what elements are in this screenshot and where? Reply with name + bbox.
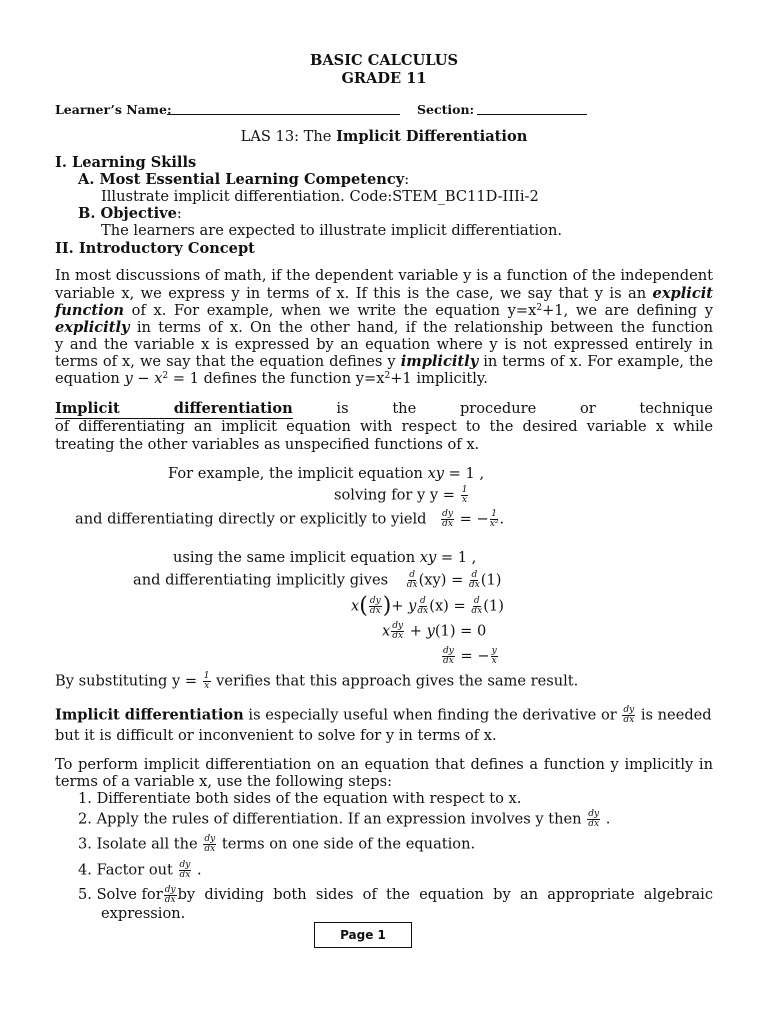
para2-word-is: is xyxy=(336,400,349,417)
frac-num: 1 xyxy=(491,509,497,519)
example-line6: x( $\frac{dy}{dx}$ )+ y $\frac{d}{dx}$ (x) = $\frac{d}{dx}$ (1) xyxy=(351,593,504,619)
frac-den: dx xyxy=(443,656,454,666)
example-line7 xyxy=(382,622,486,641)
las-title-prefix: LAS 13: The xyxy=(240,128,337,145)
example-eq-zero: (1) = 0 xyxy=(434,622,487,640)
page-number: Page 1 xyxy=(340,928,386,942)
para2-line1 xyxy=(55,400,713,419)
para1-line3 xyxy=(55,302,713,320)
competency-colon: : xyxy=(404,171,410,188)
frac-num: dy xyxy=(588,809,600,819)
step-1: 1. Differentiate both sides of the equation with respect to x. xyxy=(78,790,522,807)
para1-line7 xyxy=(55,370,488,388)
example-xy: xy xyxy=(427,465,445,482)
frac-den: x xyxy=(204,681,210,691)
para1-line7-mid: defines the function y=x xyxy=(198,370,385,387)
section-label: Section: xyxy=(417,102,475,117)
step-2-text: 2. Apply the rules of differentiation. If an expression involves y then xyxy=(78,810,582,828)
objective-heading xyxy=(78,205,182,223)
competency-label: A. Most Essential Learning Competency xyxy=(78,171,405,188)
competency-heading xyxy=(78,171,409,189)
example-line1-text: For example, the implicit equation xyxy=(168,465,428,482)
example-xy2: xy xyxy=(419,549,437,566)
para1-sup1: 2 xyxy=(536,303,543,313)
frac-den: dx xyxy=(406,580,418,590)
frac-den: dx xyxy=(179,870,191,880)
para1-line7-end: +1 implicitly. xyxy=(390,370,488,387)
frac-num: dy xyxy=(369,596,381,606)
step-2-end: . xyxy=(601,810,611,828)
para2-word-procedure: procedure xyxy=(459,400,537,417)
objective-text: The learners are expected to illustrate implicit differentiation. xyxy=(101,222,562,239)
example-implicit-text: and differentiating implicitly gives xyxy=(133,571,389,589)
para2-word-or: or xyxy=(579,400,596,417)
fraction-dy-dx xyxy=(441,510,454,529)
frac-num: 1 xyxy=(203,671,210,681)
fraction-dy-dx xyxy=(622,706,635,725)
frac-den: x xyxy=(491,656,497,666)
example-line2 xyxy=(334,486,469,505)
example-line8 xyxy=(441,647,499,666)
para1-line4 xyxy=(55,319,713,337)
example-eq-minus: = − xyxy=(455,510,489,528)
para3-end: is needed xyxy=(636,706,712,724)
fraction-d-dx xyxy=(417,597,428,616)
verify-text: By substituting y = xyxy=(55,672,202,690)
fraction-dy-dx xyxy=(369,597,382,616)
objective-label: B. Objective xyxy=(78,205,177,222)
para2-word-implicit: Implicit xyxy=(55,400,174,419)
frac-num: dy xyxy=(442,509,454,519)
step-4 xyxy=(78,861,202,880)
example-one2: (1) xyxy=(483,597,504,615)
frac-num: 1 xyxy=(461,485,468,495)
para1-line3-end: +1, we are defining y xyxy=(542,302,713,319)
frac-num: dy xyxy=(204,834,216,844)
example-y-eq: y = xyxy=(429,486,460,504)
example-line5 xyxy=(133,571,501,590)
learner-name-label xyxy=(55,101,172,119)
para4-line1: To perform implicit differentiation on an equation that defines a function y implicitly in xyxy=(55,756,713,773)
step-5 xyxy=(78,886,713,905)
para1-line6 xyxy=(55,353,713,371)
frac-den: dx xyxy=(468,580,480,590)
frac-num: d xyxy=(473,596,480,606)
example-plus-y: + y xyxy=(391,597,417,615)
step-5-mid: by dividing both sides of the equation by an appropriate algebraic xyxy=(177,886,713,903)
fraction-dy-dx xyxy=(164,886,177,905)
example-plus: + xyxy=(405,622,427,640)
example-line3: and differentiating directly or explicitly to yield $\frac{dy}{dx}$ = − $\frac{1}{\text{x²}}$ . xyxy=(75,509,505,529)
para3-line1 xyxy=(55,706,712,725)
para1-explicit: explicit xyxy=(652,285,713,302)
las-title xyxy=(0,128,768,146)
example-line4 xyxy=(173,549,476,567)
fraction-dy-dx xyxy=(587,810,600,829)
frac-den: dx xyxy=(369,606,381,616)
fraction-d-dx xyxy=(469,571,480,590)
para1-line1: In most discussions of math, if the dependent variable y is a function of the independent xyxy=(55,267,713,284)
example-eq2: = 1 , xyxy=(436,549,477,566)
fraction-1-over-x xyxy=(203,672,211,691)
para1-line3-text: of x. For example, when we write the equation y=x xyxy=(124,302,537,319)
example-solving: solving for y xyxy=(334,486,430,504)
step-4-end: . xyxy=(192,861,202,879)
para3-line2: but it is difficult or inconvenient to solve for y in terms of x. xyxy=(55,727,497,744)
para2-word-the: the xyxy=(392,400,417,417)
frac-num: d xyxy=(419,596,426,606)
page-number-box xyxy=(314,922,412,948)
example-eq-minus2: = − xyxy=(455,647,490,665)
fraction-dy-dx xyxy=(391,622,404,641)
step-3 xyxy=(78,835,475,854)
intro-heading: II. Introductory Concept xyxy=(55,240,255,257)
example-explicit-text: and differentiating directly or explicitly to yield xyxy=(75,510,427,528)
para1-explicitly: explicitly xyxy=(55,319,130,336)
para1-sup3: 2 xyxy=(384,371,391,381)
objective-colon: : xyxy=(176,205,182,222)
fraction-d-dx xyxy=(407,571,418,590)
para1-line7-text: equation xyxy=(55,370,125,387)
example-x-eq: (x) = xyxy=(429,597,471,615)
para2-word-differentiation: differentiation xyxy=(173,400,293,417)
frac-num: dy xyxy=(443,646,454,656)
para1-line2-text: variable x, we express y in terms of x. If this is the case, we say that y is an xyxy=(55,285,647,302)
las-title-topic: Implicit Differentiation xyxy=(336,128,528,145)
step-5-continued: expression. xyxy=(101,905,186,922)
frac-num: dy xyxy=(179,860,191,870)
example-eq1: = 1 , xyxy=(444,465,485,482)
frac-den: dx xyxy=(442,519,453,529)
frac-num: d xyxy=(409,570,416,580)
frac-den: dx xyxy=(623,715,635,725)
para3-term: Implicit differentiation xyxy=(55,706,244,724)
para1-line5: y and the variable x is expressed by an equation where y is not expressed entirely in xyxy=(55,336,713,353)
doc-grade: GRADE 11 xyxy=(341,70,427,87)
doc-title: BASIC CALCULUS xyxy=(310,52,458,69)
para1-function: function xyxy=(55,302,125,319)
example-xy-eq: (xy) = xyxy=(418,571,468,589)
section-blank[interactable] xyxy=(477,114,587,115)
frac-den: x² xyxy=(489,519,499,529)
para1-line6-end: in terms of x. For example, the xyxy=(478,353,713,370)
para4-line2: terms of a variable x, use the following steps: xyxy=(55,773,392,790)
para1-line6-text: terms of x, we say that the equation defines y xyxy=(55,353,401,370)
step-2 xyxy=(78,810,610,829)
fraction-dy-dx xyxy=(442,647,455,666)
step-4-text: 4. Factor out xyxy=(78,861,178,879)
learning-skills-heading: I. Learning Skills xyxy=(55,154,197,171)
frac-den: dx xyxy=(588,819,600,829)
frac-num: dy xyxy=(392,621,404,631)
fraction-dy-dx xyxy=(203,835,216,854)
example-x2: x xyxy=(382,622,391,640)
para1-sup2: 2 xyxy=(162,371,169,381)
step-3-end: terms on one side of the equation. xyxy=(217,835,476,853)
fraction-d-dx xyxy=(471,597,482,616)
para1-equation-rhs: = 1 xyxy=(168,370,199,387)
para2-line2: of differentiating an implicit equation with respect to the desired variable x while xyxy=(55,418,713,435)
verify-line xyxy=(55,672,578,691)
para1-equation: y − x xyxy=(124,370,163,387)
fraction-1-over-x2 xyxy=(490,510,499,529)
para2-word-technique: technique xyxy=(639,400,713,417)
frac-den: dx xyxy=(164,895,176,905)
competency-text: Illustrate implicit differentiation. Code:STEM_BC11D-IIIi-2 xyxy=(101,188,539,205)
step-3-text: 3. Isolate all the xyxy=(78,835,203,853)
example-x: x xyxy=(351,597,360,615)
para2-term xyxy=(55,400,293,419)
example-same-eq: using the same implicit equation xyxy=(173,549,420,566)
learner-name-blank[interactable] xyxy=(167,114,400,115)
frac-den: dx xyxy=(471,606,483,616)
fraction-1-over-x xyxy=(461,486,469,505)
para1-line4-text: in terms of x. On the other hand, if the relationship between the function xyxy=(129,319,713,336)
example-y: y xyxy=(426,622,435,640)
fraction-y-over-x xyxy=(491,647,498,666)
frac-den: dx xyxy=(417,606,429,616)
step-5-text: 5. Solve for xyxy=(78,886,163,903)
frac-num: y xyxy=(491,646,497,656)
frac-den: dx xyxy=(204,844,216,854)
para1-implicitly: implicitly xyxy=(400,353,479,370)
para1-line2 xyxy=(55,285,713,303)
verify-end: verifies that this approach gives the same result. xyxy=(211,672,579,690)
frac-num: dy xyxy=(164,885,176,895)
frac-den: dx xyxy=(392,631,404,641)
example-line1 xyxy=(168,465,484,483)
example-one: (1) xyxy=(480,571,502,589)
fraction-dy-dx xyxy=(179,861,192,880)
frac-num: dy xyxy=(623,705,635,715)
para3-text: is especially useful when finding the derivative or xyxy=(243,706,622,724)
para2-line3: treating the other variables as unspecified functions of x. xyxy=(55,436,480,453)
frac-num: d xyxy=(471,570,478,580)
frac-den: x xyxy=(462,495,468,505)
learner-name-text: Learner’s Name: xyxy=(55,102,172,117)
